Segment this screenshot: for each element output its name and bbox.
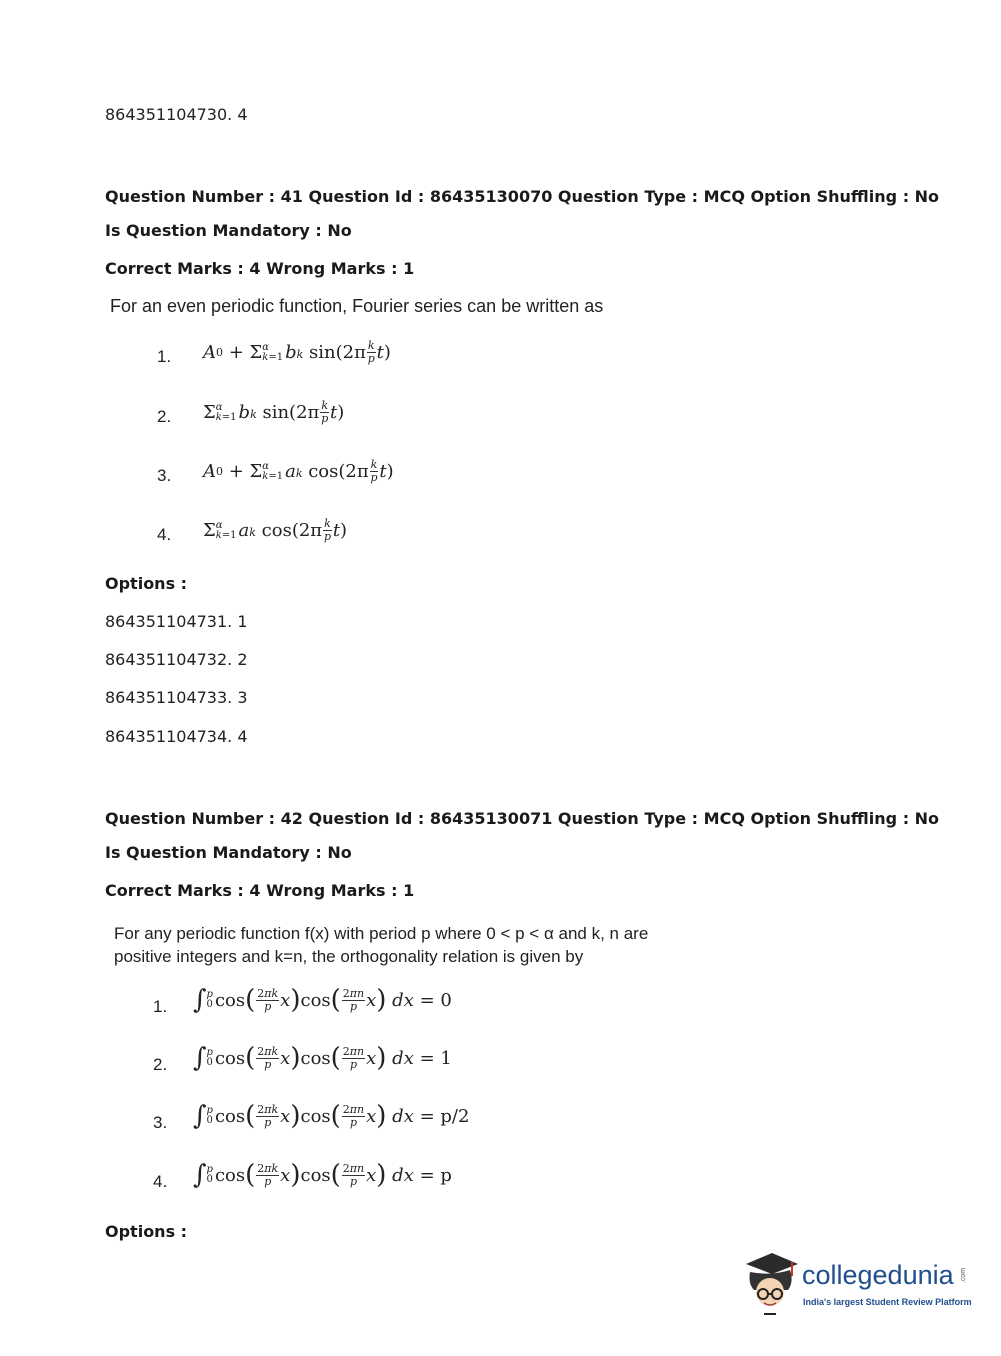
q41-choice-number: 4. [157, 525, 172, 544]
q42-choice-4-rhs: = p [419, 1164, 452, 1186]
q42-choice-number: 1. [153, 997, 168, 1016]
q41-header: Question Number : 41 Question Id : 86435130070 Question Type : MCQ Option Shuffling : No [105, 187, 940, 206]
q42-choice-number: 3. [153, 1113, 168, 1132]
q41-choice-number: 2. [157, 407, 172, 426]
q41-option-4: 864351104734. 4 [105, 727, 248, 746]
q41-option-1: 864351104731. 1 [105, 612, 248, 631]
q41-option-2: 864351104732. 2 [105, 650, 248, 669]
logo-suffix: .com [960, 1267, 968, 1284]
q42-options-label: Options : [105, 1222, 188, 1241]
logo-tagline: India's largest Student Review Platform [803, 1297, 972, 1307]
q42-choice-number: 2. [153, 1055, 168, 1074]
q42-marks: Correct Marks : 4 Wrong Marks : 1 [105, 881, 415, 900]
q41-question-text: For an even periodic function, Fourier series can be written as [110, 296, 604, 316]
q42-choice-4-formula: ∫ p 0 cos ( $\frac{2\pi k}{p}$ x ) cos ( $\frac{2\pi n}{p}$ x ) dx = p [193, 1160, 452, 1190]
mascot-icon [742, 1250, 800, 1316]
q42-choice-2-formula: ∫ p 0 cos ( $\frac{2\pi k}{p}$ x ) cos ( $\frac{2\pi n}{p}$ x ) dx = 1 [193, 1043, 452, 1073]
q41-option-3: 864351104733. 3 [105, 688, 248, 707]
q42-header: Question Number : 42 Question Id : 86435130071 Question Type : MCQ Option Shuffling : No [105, 809, 940, 828]
q41-mandatory: Is Question Mandatory : No [105, 221, 352, 240]
q42-mandatory: Is Question Mandatory : No [105, 843, 352, 862]
q41-choice-4-formula: Σ α k=1 ak cos(2π $\frac{k}{p}$ t ) [203, 517, 348, 543]
q42-choice-3-formula: ∫ p 0 cos ( $\frac{2\pi k}{p}$ x ) cos ( $\frac{2\pi n}{p}$ x ) dx = p/2 [193, 1101, 470, 1131]
collegedunia-logo[interactable] [742, 1250, 972, 1320]
q42-question-text-line2: positive integers and k=n, the orthogonality relation is given by [114, 947, 584, 966]
q41-choice-2-formula: Σ α k=1 bk sin(2π $\frac{k}{p}$ t ) [203, 399, 345, 425]
q41-options-label: Options : [105, 574, 188, 593]
q41-marks: Correct Marks : 4 Wrong Marks : 1 [105, 259, 415, 278]
q42-choice-3-rhs: = p/2 [419, 1105, 470, 1127]
q42-choice-1-formula: ∫ p 0 cos ( $\frac{2\pi k}{p}$ x ) cos ( $\frac{2\pi n}{p}$ x ) dx = 0 [193, 985, 452, 1015]
q41-choice-number: 1. [157, 347, 172, 366]
q42-choice-number: 4. [153, 1172, 168, 1191]
q42-choice-2-rhs: = 1 [419, 1047, 452, 1069]
q41-choice-1-formula: A 0 + Σ α k=1 bk sin(2π $\frac{k}{p}$ t ) [203, 339, 391, 365]
logo-wordmark: collegedunia [802, 1260, 954, 1290]
q42-question-text-line1: For any periodic function f(x) with period p where 0 < p < α and k, n are [114, 924, 649, 943]
q41-choice-number: 3. [157, 466, 172, 485]
option-prev-4: 864351104730. 4 [105, 105, 248, 124]
q42-choice-1-rhs: = 0 [419, 989, 452, 1011]
q41-choice-3-formula: A 0 + Σ α k=1 ak cos(2π $\frac{k}{p}$ t ) [203, 458, 394, 484]
